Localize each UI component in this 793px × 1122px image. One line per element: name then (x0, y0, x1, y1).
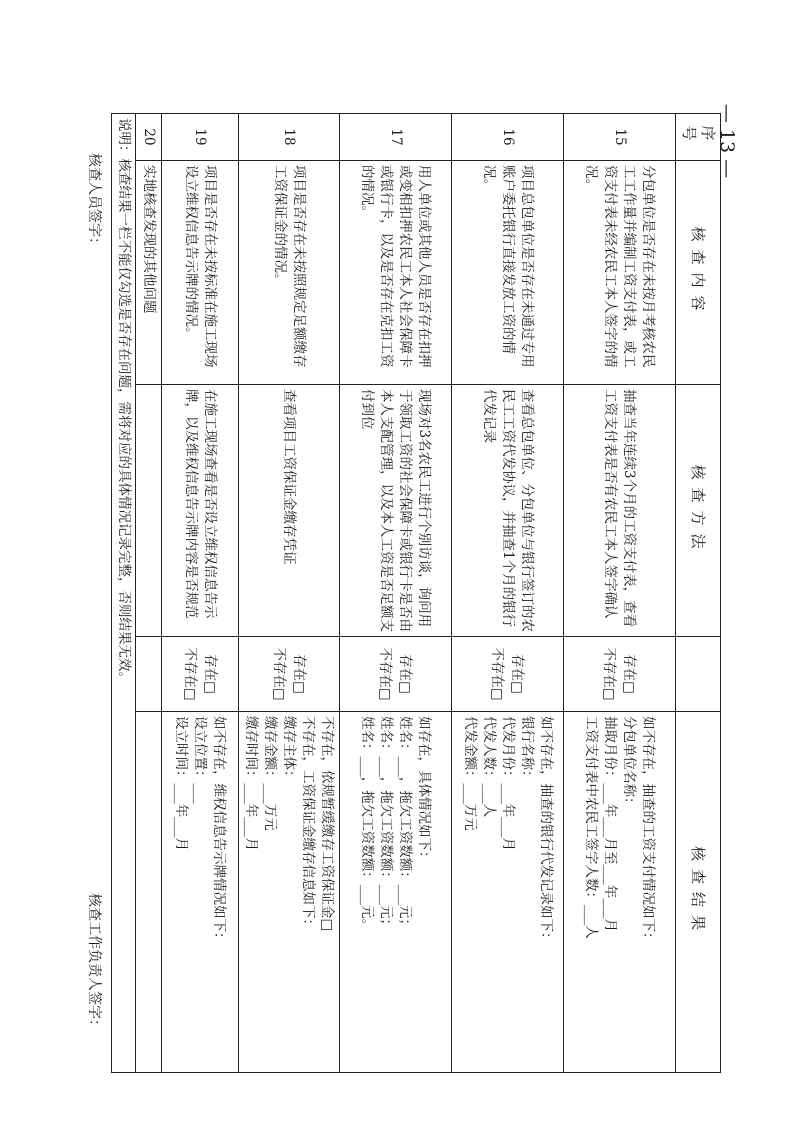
table-header-row (676, 114, 721, 1073)
result-line: 抽取月份：___年___月至___年___月 (602, 716, 619, 932)
row-result (239, 712, 340, 1073)
page-number-text: — 13 — (716, 103, 739, 179)
header-seq: 序号 (676, 114, 721, 161)
table-row (452, 114, 564, 1073)
result-line: 如不存在，抽查的工资支付情况如下： (640, 716, 657, 946)
not-exist-checkbox[interactable]: 不存在□ (489, 647, 506, 701)
rotated-table-page (86, 113, 721, 1073)
not-exist-checkbox[interactable]: 不存在□ (601, 647, 618, 701)
table-row (564, 114, 676, 1073)
exist-checkbox[interactable]: 存在□ (291, 654, 307, 694)
result-line: 设立时间：___年___月 (173, 716, 190, 851)
row-result (340, 712, 452, 1073)
result-line: 银行名称： (519, 716, 535, 784)
note-row (112, 114, 136, 1073)
inspection-table (111, 113, 721, 1073)
row-seq: 18 (239, 114, 340, 161)
row-content: 项目是否存在未按照规定足额缴存工资保证金的情况。 (239, 161, 340, 385)
table-row (340, 114, 452, 1073)
row-exist-options (564, 637, 676, 712)
row-method: 查看项目工资保证金缴存凭证 (239, 385, 340, 637)
row-method: 查看总包单位、分包单位与银行签订的农民工工资代发协议，并抽查1个月的银行代发记录 (452, 385, 564, 637)
result-line: 设立位置：___ (192, 716, 209, 804)
row-content: 实地核查发现的其他问题 (136, 161, 162, 385)
row-method: 抽查当年连续3个月的工资支付表，查看工资支付表是否有农民工本人签字确认 (564, 385, 676, 637)
exist-checkbox[interactable]: 存在□ (202, 654, 218, 694)
row-content: 分包单位是否存在未按月考核农民工工作量并编制工资支付表，或工资支付表未经农民工本人签字的情况。 (564, 161, 676, 385)
result-line: 缴存时间：___年___月 (243, 716, 260, 851)
row-seq: 19 (162, 114, 239, 161)
result-line: 不存在，工资保证金缴存信息如下： (300, 716, 317, 932)
exist-checkbox[interactable]: 存在□ (397, 654, 414, 694)
signature-area (85, 113, 111, 1073)
result-line: 分包单位名称： (621, 716, 638, 811)
result-line: 代发金额：___万元 (462, 716, 478, 831)
row-content: 用人单位或其他人员是否存在扣押或变相扣押农民工本人社会保障卡或银行卡，以及是否存在克扣工资的情况。 (340, 161, 452, 385)
row-exist-options (162, 637, 239, 712)
result-line: 姓名：___，拖欠工资数额：___元； (378, 716, 395, 932)
exist-checkbox[interactable]: 存在□ (509, 654, 526, 694)
result-line: 代发人数：___人 (481, 716, 497, 818)
row-seq: 15 (564, 114, 676, 161)
header-result: 核查结果 (676, 712, 721, 1073)
row-seq: 17 (340, 114, 452, 161)
result-line: 不存在，依规暂缓缴存工资保证金□ (319, 716, 336, 932)
row-method: 现场对3名农民工进行个别访谈，询问用于领取工资的社会保障卡或银行卡是否由本人支配管理，以及本人工资是否足额支付到位 (340, 385, 452, 637)
row-method: 在施工现场查看是否设立维权信息告示牌，以及维权信息告示牌内容是否规范 (162, 385, 239, 637)
row-seq: 20 (136, 114, 162, 161)
row-result (452, 712, 564, 1073)
row-content: 项目总包单位是否存在未通过专用账户委托银行直接发放工资的情况。 (452, 161, 564, 385)
row-exist-options (239, 637, 340, 712)
result-line: 如存在，具体情况如下： (416, 716, 433, 865)
table-row (239, 114, 340, 1073)
row-seq: 16 (452, 114, 564, 161)
result-line: 缴存主体： (281, 716, 298, 784)
table-row (162, 114, 239, 1073)
row-method (136, 385, 162, 637)
header-exist (676, 637, 721, 712)
row-exist-options (452, 637, 564, 712)
exist-checkbox[interactable]: 存在□ (621, 654, 638, 694)
result-line: 工资支付表中农民工签字人数：___人 (583, 716, 600, 939)
header-method: 核查方法 (676, 385, 721, 637)
row-content: 项目是否存在未按标准在施工现场设立维权信息告示牌的情况。 (162, 161, 239, 385)
row-exist-options (340, 637, 452, 712)
not-exist-checkbox[interactable]: 不存在□ (377, 647, 394, 701)
table-note: 说明：核查结果一栏不能仅勾选是否存在问题，需将对应的具体情况记录完整，否则结果无效。 (112, 114, 136, 1073)
leader-signature-label: 核查工作负责人签字： (86, 893, 102, 1033)
not-exist-checkbox[interactable]: 不存在□ (271, 647, 287, 701)
row-result[interactable] (136, 712, 162, 1073)
not-exist-checkbox[interactable]: 不存在□ (182, 647, 198, 701)
result-line: 缴存金额：___万元 (262, 716, 279, 831)
row-result (162, 712, 239, 1073)
row-result (564, 712, 676, 1073)
header-content: 核查内容 (676, 161, 721, 385)
table-row (136, 114, 162, 1073)
result-line: 如不存在，维权信息告示牌情况如下： (211, 716, 228, 946)
result-line: 代发月份：___年___月 (500, 716, 516, 851)
inspector-signature-label: 核查人员签字： (86, 153, 102, 251)
result-line: 如不存在，抽查的银行代发记录如下： (538, 716, 554, 946)
row-exist-options (136, 637, 162, 712)
result-line: 姓名：___，拖欠工资数额：___元； (397, 716, 414, 932)
result-line: 姓名：___，拖欠工资数额：___元。 (359, 716, 376, 932)
